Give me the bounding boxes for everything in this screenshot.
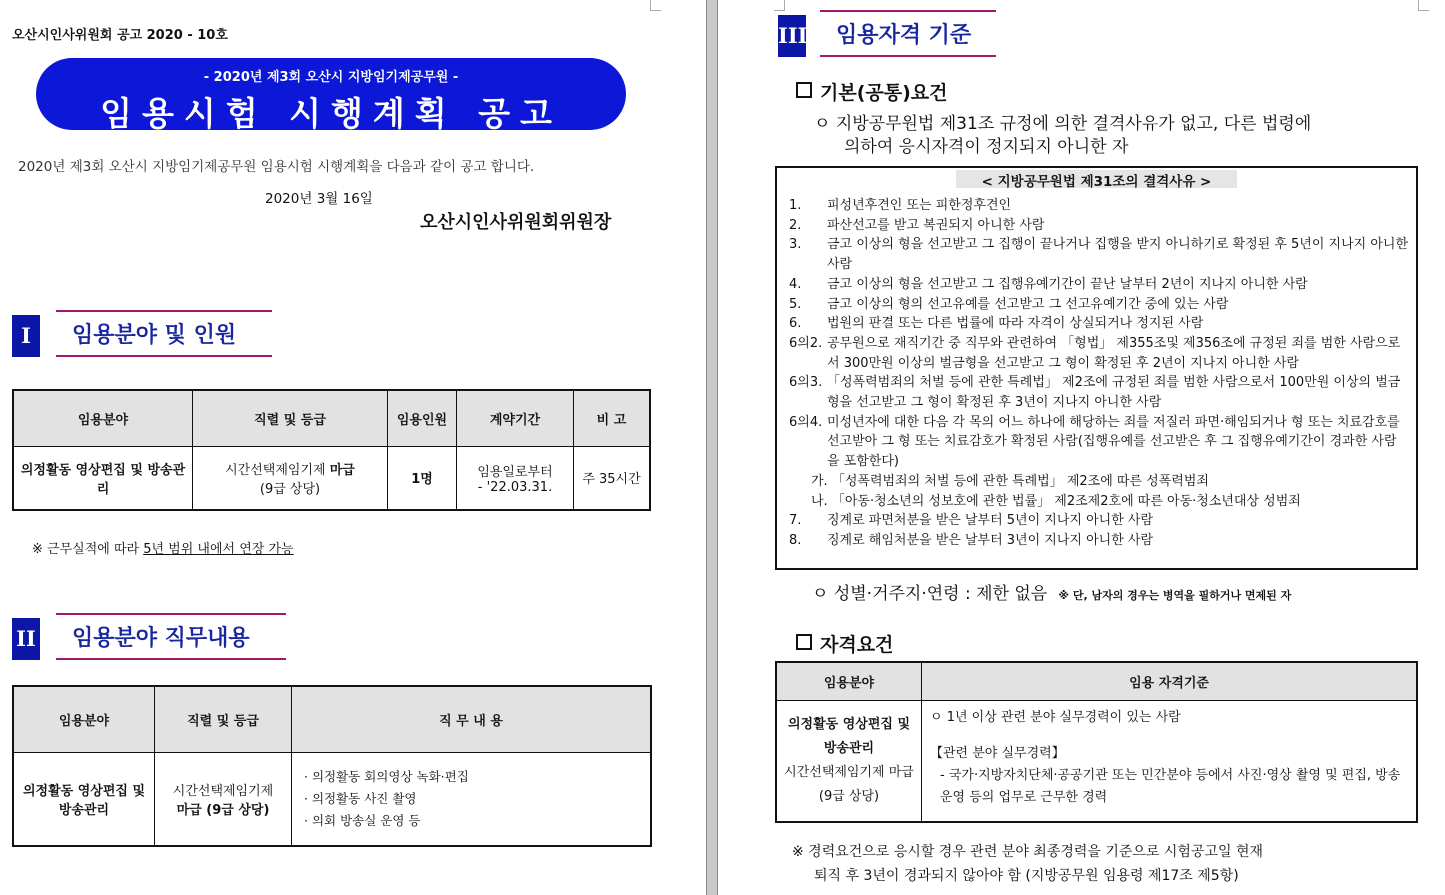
qual-line-3: - 국가·지방자치단체·공공기관 또는 민간분야 등에서 사진·영상 촬영 및 편집, 방송 운영 등의 업무로 근무한 경력 — [940, 767, 1401, 805]
list-subitem: 나. 「아동·청소년의 성보호에 관한 법률」 제2조제2호에 따른 아동·청소년대상 성범죄 — [811, 493, 1301, 509]
box-title: < 지방공무원법 제31조의 결격사유 > — [981, 174, 1212, 190]
table-header: 임용 자격기준 — [922, 662, 1418, 700]
qual-field: 의정활동 영상편집 및 방송관리 — [787, 716, 911, 756]
page-divider — [706, 0, 718, 895]
crop-mark — [1418, 0, 1429, 11]
list-item: 4. 금고 이상의 형을 선고받고 그 집행유예기간이 끝난 날부터 2년이 지나지 아니한 사람 — [789, 276, 1308, 292]
issuer: 오산시인사위원회위원장 — [420, 212, 612, 233]
qualification-title: 자격요건 — [820, 634, 894, 656]
qual-criteria-cell — [922, 700, 1418, 822]
table-header: 직렬 및 등급 — [193, 390, 388, 446]
list-item: 6. 법원의 판결 또는 다른 법률에 따라 자격이 상실되거나 정지된 사람 — [789, 316, 1204, 332]
field-cell — [776, 700, 922, 822]
list-item: 3. 금고 이상의 형을 선고받고 그 집행이 끝나거나 집행을 받지 아니하기로 확정된 후 5년이 지나지 아니한 사람 — [789, 237, 1409, 273]
section-title-2: 임용분야 직무내용 — [56, 613, 286, 660]
count-cell: 1명 — [388, 446, 457, 510]
qualification-heading — [796, 630, 893, 657]
notice-date: 2020년 3월 16일 — [265, 191, 373, 207]
duties-table — [12, 685, 652, 847]
gender-note: ※ 단, 남자의 경우는 병역을 필하거나 면제된 자 — [1058, 589, 1292, 602]
table-row — [776, 700, 1417, 822]
qual-line-2: 【관련 분야 실무경력】 — [930, 745, 1065, 761]
square-bullet-icon — [796, 634, 812, 650]
list-item: 1. 피성년후견인 또는 피한정후견인 — [789, 198, 1012, 213]
duty-item: · 의회 방송실 운영 등 — [304, 812, 421, 828]
final-note-line-2: 퇴직 후 3년이 경과되지 않아야 함 (지방공무원 임용령 제17조 제5항) — [814, 868, 1239, 884]
crop-mark — [774, 0, 785, 11]
field-cell: 의정활동 영상편집 및 방송관리 — [13, 446, 193, 510]
period-end: - '22.03.31. — [477, 479, 553, 495]
grade-level: 마급 (9급 상당) — [176, 802, 270, 818]
table-header: 임용인원 — [388, 390, 457, 446]
grade-type: 시간선택제임기제 — [172, 783, 274, 799]
intro-text: 2020년 제3회 오산시 지방임기제공무원 임용시험 시행계획을 다음과 같이 공고 합니다. — [18, 159, 535, 175]
qual-grade: 시간선택제임기제 마급 (9급 상당) — [784, 764, 914, 804]
basic-line-1: ㅇ 지방공무원법 제31조 규정에 의한 결격사유가 없고, 다른 법령에 — [814, 114, 1312, 134]
section-title-3: 임용자격 기준 — [820, 10, 996, 57]
period-start: 임용일로부터 — [477, 464, 553, 480]
grade-cell — [155, 752, 292, 846]
table-header: 계약기간 — [457, 390, 574, 446]
section-title-1: 임용분야 및 인원 — [56, 310, 272, 357]
basic-requirements-title: 기본(공통)요건 — [820, 82, 948, 104]
note-cell: 주 35시간 — [574, 446, 651, 510]
left-page — [0, 0, 706, 895]
final-note-line-1: ※ 경력요건으로 응시할 경우 관련 분야 최종경력을 기준으로 시험공고일 현재 — [792, 844, 1264, 860]
banner-subtitle: - 2020년 제3회 오산시 지방임기제공무원 - — [203, 70, 459, 85]
title-banner — [36, 58, 626, 133]
extension-note-prefix: ※ 근무실적에 따라 — [32, 542, 144, 557]
gender-text: ㅇ 성별·거주지·연령 : 제한 없음 — [812, 584, 1048, 604]
notice-number: 오산시인사위원회 공고 2020 - 10호 — [12, 28, 228, 43]
grade-equivalent: (9급 상당) — [259, 481, 321, 497]
field-cell: 의정활동 영상편집 및 방송관리 — [13, 752, 155, 846]
table-header: 임용분야 — [13, 686, 155, 752]
final-note — [792, 840, 1422, 888]
list-subitem: 가. 「성폭력범죄의 처벌 등에 관한 특례법」 제2조에 따른 성폭력범죄 — [811, 473, 1209, 489]
period-cell — [457, 446, 574, 510]
disqualification-list — [789, 196, 1408, 551]
section-number-3: III — [778, 15, 806, 57]
basic-line-2: 의하여 응시자격이 정지되지 아니한 자 — [844, 137, 1129, 157]
table-header: 비 고 — [574, 390, 651, 446]
table-header: 직 무 내 용 — [292, 686, 652, 752]
duties-cell — [292, 752, 652, 846]
grade-cell — [193, 446, 388, 510]
qual-line-1: ㅇ 1년 이상 관련 분야 실무경력이 있는 사람 — [930, 709, 1181, 725]
banner-title: 임용시험 시행계획 공고 — [100, 94, 562, 133]
grade-type: 시간선택제임기제 — [225, 462, 326, 478]
square-bullet-icon — [796, 82, 812, 98]
crop-mark — [650, 0, 661, 11]
table-header: 임용분야 — [13, 390, 193, 446]
extension-note — [32, 538, 294, 557]
list-item: 6의2. 공무원으로 재직기간 중 직무와 관련하여 「형법」 제355조및 제356조에 규정된 죄를 범한 사람으로서 300만원 이상의 벌금형을 선고받고 그 형이 확정된 후 2년이 지나지 아니한 사람 — [789, 335, 1401, 371]
gender-line — [812, 582, 1291, 606]
qualification-table — [775, 661, 1418, 823]
section-number-2: II — [12, 618, 40, 660]
list-item: 8. 징계로 해임처분을 받은 날부터 3년이 지나지 아니한 사람 — [789, 532, 1154, 548]
table-header: 임용분야 — [776, 662, 922, 700]
list-item: 6의3. 「성폭력범죄의 처벌 등에 관한 특례법」 제2조에 규정된 죄를 범한 사람으로서 100만원 이상의 벌금형을 선고받고 그 형이 확정된 후 3년이 지나지 아니한 사람 — [789, 375, 1401, 411]
list-item: 7. 징계로 파면처분을 받은 날부터 5년이 지나지 아니한 사람 — [789, 513, 1154, 529]
grade-level: 마급 — [329, 462, 355, 478]
basic-requirements-heading — [796, 78, 948, 105]
table-row — [13, 752, 651, 846]
table-row — [13, 446, 650, 510]
disqualification-box — [775, 166, 1418, 570]
list-item: 5. 금고 이상의 형의 선고유예를 선고받고 그 선고유예기간 중에 있는 사람 — [789, 296, 1229, 312]
positions-table — [12, 389, 651, 511]
table-header: 직렬 및 등급 — [155, 686, 292, 752]
list-item: 6의4. 미성년자에 대한 다음 각 목의 어느 하나에 해당하는 죄를 저질러 파면·해임되거나 형 또는 치료감호를 선고받아 그 형 또는 치료감호가 확정된 사람(집행유예를 선고받은 후 그 집행유예기간이 경과한 사람을 포함한다) — [789, 414, 1400, 470]
list-item: 2. 파산선고를 받고 복권되지 아니한 사람 — [789, 217, 1045, 233]
extension-note-underlined: 5년 범위 내에서 연장 가능 — [143, 542, 294, 557]
duty-item: · 의정활동 회의영상 녹화·편집 — [304, 768, 469, 784]
duty-item: · 의정활동 사진 촬영 — [304, 790, 417, 806]
section-number-1: I — [12, 315, 40, 357]
